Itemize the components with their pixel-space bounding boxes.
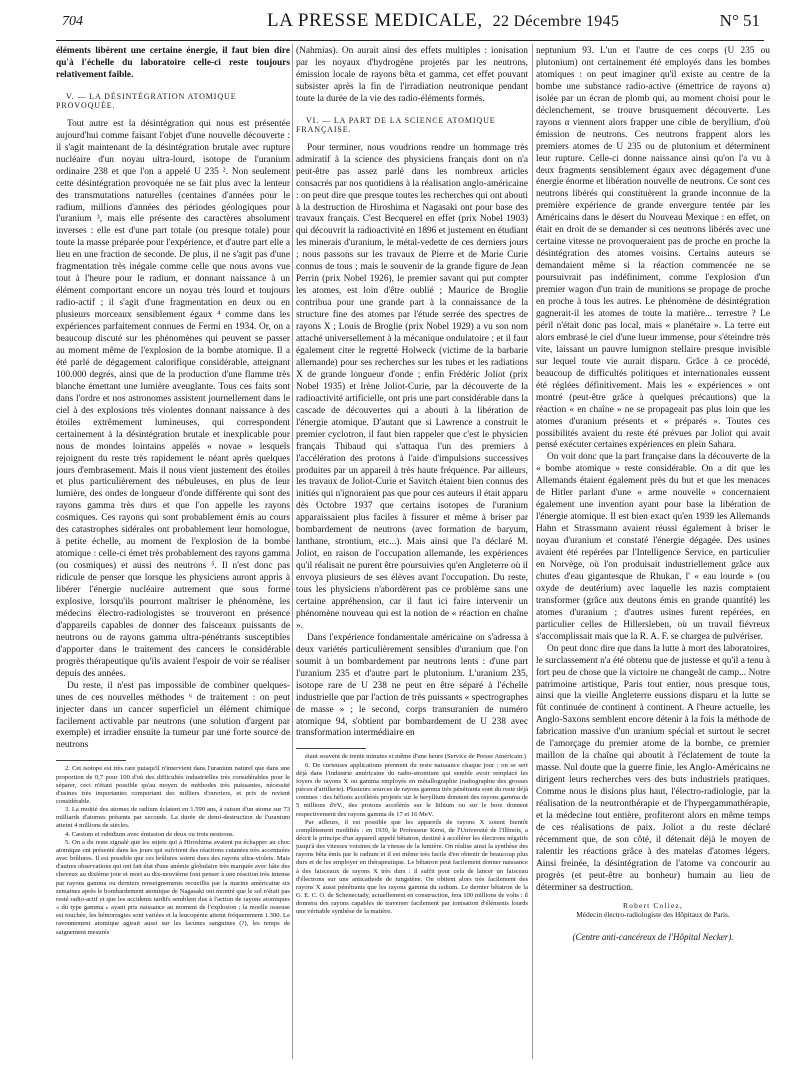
paragraph: Dans l'expérience fondamentale américaine on s'adressa à deux variétés particulièrement sensibles d'uranium que l'on soumit à un bombardement par neutrons lents : d'une part l'uranium 235 et d'autre part le plutonium. L'uranium 235, isotope rare de U 238 ne peut en être séparé à l'échelle industrielle que par l'action de très puissants « spectrographes de masse » ; le second, corps transuranien de numéro atomique 94, s'obtient par bombardement de U 238 avec transformation intermédiaire en	[296, 632, 528, 739]
paragraph: neptunium 93. L'un et l'autre de ces corps (U 235 ou plutonium) ont certainement été employés dans les bombes atomiques : on peut imaginer qu'il existe au centre de la bombe une substance radio-active (émettrice de rayons α) isolée par un écran de plomb qui, au moment choisi pour le déclenchement, se trouve brusquement découverte. Les rayons α viennent alors frapper une cible de beryllium, d'où émission de neutrons. Ces neutrons frappent alors les premiers atomes de U 235 ou de plutonium et déterminent leur rupture. Celle-ci donne naissance ainsi qu'on l'a vu à deux fragments sensiblement égaux avec dégagement d'une énergie énorme et libération nouvelle de neutrons. Ce sont ces neutrons libérés qui constituèrent la grande inconnue de la première expérience de grande envergure tentée par les Américains dans le désert du Nouveau Mexique : en effet, on était en droit de se demander si ces neutrons libérés avec une certaine vitesse ne provoqueraient pas de proche en proche la désintégration des atomes voisins. Certains auteurs se demandaient même si la réaction commencée ne se poursuivrait pas indéfiniment, comme l'explosion d'un premier wagon d'un train de munitions se propage de proche en proche à tous les autres. Le phénomène de désintégration gagnerait-il les atomes de toute la matière... terrestre ? Le péril n'était donc pas local, mais « planétaire ». La terre eut alors embrasé le ciel d'une lueur immense, pour s'éteindre très vite, laissant un pauvre lumignon stellaire presque invisible sur lequel toute vie aurait disparu. Grâce à ce procédé, beaucoup de difficultés politiques et internationales eussent été réglées définitivement. Mais les « expériences » ont montré (peut-être grâce à quelques précautions) que la réaction « en chaîne » ne se propageait pas plus loin que les atomes d'uranium présents et « préparés ». Toutes ces possibilités avaient du reste été prévues par Joliot qui avait pensé exécuter certaines expériences en plein Sahara.	[536, 46, 770, 451]
author-affiliation: Médecin électro-radiologiste des Hôpitaux de Paris.	[576, 910, 730, 920]
journal-title: LA PRESSE MEDICALE,	[267, 10, 483, 31]
section-heading: V. — LA DÉSINTÉGRATION ATOMIQUE PROVOQUÉE.	[56, 91, 237, 110]
author-name: Robert Coliez,	[623, 900, 683, 910]
footnote: 3. La moitié des atomes de radium éclatent en 1.590 ans, à raison d'un atome sur 73 milliards d'atomes présents par seconde. La durée de demi-destruction de l'uranium atteint 4 millions de siècles.	[56, 806, 290, 830]
issue-number: N° 51	[719, 11, 760, 30]
footnote: 6. De curieuses applications prennent du reste naissance chaque jour : on se sert déjà dans l'industrie américaine du radio-strontium qui semble avoir remplacé les foyers de rayons X ou gamma employés en métallographie (radiographie des grosses pièces d'artillerie). Plusieurs sources de rayons gamma très pénétrants sont du reste déjà connues : des hélions accélérés projetés sur le beryllium donnent des rayons gamma de 5 millions d'eV., des protons accélérés sur le lithium ou sur le bore donnent respectivement des rayons gamma de 17 et 16 MeV.	[296, 761, 528, 818]
footnote-rule	[296, 748, 366, 749]
section-heading: VI. — LA PART DE LA SCIENCE ATOMIQUE FRANÇAISE.	[296, 115, 496, 134]
column-1	[56, 46, 290, 937]
footnote: 2. Cet isotope est très rare puisqu'il n'intervient dans l'uranium naturel que dans une proportion de 0,7 pour 100 d'où des difficultés industrielles très considérables pour le séparer, ceci n'étant possible qu'au moyen de méthodes très puissantes, nécessité d'usines très importantes comportant des milliers d'ouvriers, et prix de revient considérable.	[56, 765, 290, 805]
page-header	[62, 10, 760, 38]
issue-date: 22 Décembre 1945	[492, 13, 620, 30]
column-divider	[292, 44, 293, 1059]
paragraph: On peut donc dire que dans la lutte à mort des laboratoires, le surclassement n'a été obtenu que de justesse et qu'il a tenu à fort peu de chose que la victoire ne changeât de camp... Notre patrimoine artistique, Paris tout entier, nous presque tous, ainsi que la vieille Angleterre eussions disparu et la lutte se fût continuée de continent à continent. A l'heure actuelle, les Anglo-Saxons semblent encore détenir à la fois la méthode de fabrication massive d'un uranium spécial et surtout le secret de l'amorçage du premier atome de la bombe, ce premier maillon de la chaîne qui aboutit à l'éclatement de toute la masse. Nul doute que la guerre finie, les Anglo-Américains ne dirigent leurs recherches vers des buts industriels pratiques. Comme nous le disions plus haut, l'électro-radiologie, par la réalisation de la neutronthérapie et de l'hypergammathérapie, et la médecine tout entière, profiteront alors en même temps de ces réalisations de paix. Joliot a du reste déclaré récemment que, de son côté, il détenait déjà le moyen de ralentir les réactions grâce à des matelas d'atomes légers. Ainsi freinée, la désintégration de l'atome va concourir au progrès (et peut-être au bonheur) humain au lieu de déterminer sa destruction.	[536, 643, 770, 893]
column-divider	[532, 44, 533, 1059]
paragraph: Du reste, il n'est pas impossible de combiner quelques-unes de ces nouvelles méthodes ⁶ de traitement : on peut injecter dans un cancer superficiel un élément chimique facilement activable par neutrons (une solution d'argent par exemple) et irradier ensuite la tumeur par une forte source de neutrons	[56, 680, 290, 751]
paragraph: Pour terminer, nous voudrions rendre un hommage très admiratif à la science des physiciens français dont on n'a peut-être pas assez parlé dans les nombreux articles consacrés par nos quotidiens à la réalisation anglo-américaine : on peut dire que presque toutes les recherches qui ont abouti à la destruction de Hiroshima et Nagasaki ont pour base des travaux français. C'est Becquerel en effet (prix Nobel 1903) qui découvrit la radioactivité en 1896 et justement en étudiant les minerais d'uranium, le métal-vedette de ces derniers jours ; nous passons sur les travaux de Pierre et de Marie Curie connus de tous ; mais le souvenir de la grande figure de Jean Perrin (prix Nobel 1926), le premier savant qui put compter les atomes, est loin d'être oublié ; Maurice de Broglie contribua pour une grande part à la connaissance de la structure fine des atomes par l'étude serrée des spectres de rayons X ; Louis de Broglie (prix Nobel 1929) a vu son nom attaché universellement à la mécanique ondulatoire ; et il faut également citer le regretté Holweck (victime de la barbarie allemande) pour ses recherches sur les tubes et les radiations X de grande longueur d'onde ; enfin Frédéric Joliot (prix Nobel 1935) et Irène Joliot-Curie, par la découverte de la radioactivité artificielle, ont pris une part considérable dans la cascade de découvertes qui a abouti à la libération de l'énergie atomique. D'autant que si Lawrence a construit le premier cyclotron, il faut bien rappeler que c'est le physicien français Thibaud qui s'attaqua l'un des premiers à l'accélération des protons à l'aide d'impulsions successives produites par un appareil à très haute fréquence. Par ailleurs, les travaux de Joliot-Curie et Savitch étaient bien connus des initiés qui n'ignoraient pas que pour ces auteurs il était apparu dès Octobre 1937 que certains isotopes de l'uranium apparaissaient plus faciles à fissurer et même à briser par bombardement de neutrons (avec formation de baryum, lanthane, strontium, etc...). Mais ainsi que l'a déclaré M. Joliot, en raison de l'occupation allemande, les expériences qu'il réalisait ne purent être poursuivies qu'en Angleterre où il envoya plusieurs de ses élèves avant l'occupation. Du reste, tous les physiciens n'abordèrent pas ce problème sans une certaine appréhension, car il faut ici faire intervenir un phénomène nouveau qui est la notion de « réaction en chaîne ».	[296, 142, 528, 631]
paragraph: Tout autre est la désintégration qui nous est présentée aujourd'hui comme faisant l'objet d'une nouvelle découverte : il s'agit maintenant de la désintégration brutale avec rupture nucléaire d'un noyau ultra-lourd, isotope de l'uranium ordinaire 238 et que l'on a appelé U 235 ². Non seulement cette désintégration provoquée ne se fait plus avec la lenteur des transmutations naturelles (centaines d'années pour le radium, millions d'années des périodes géologiques pour l'uranium ³, mais elle présente des caractères absolument inverses : elle est d'une part totale (ou presque totale) pour toute la masse préparée pour l'expérience, et d'autre part elle a lieu en une fraction de seconde. De plus, il ne s'agit pas d'une fragmentation très inégale comme celle que nous avons vue tout à l'heure pour le radium, et donnant naissance à un élément comportant encore un noyau très lourd et toujours radio-actif ; il s'agit d'une fragmentation en deux ou en plusieurs morceaux sensiblement égaux ⁴ comme dans les expériences parfaitement connues de Fermi en 1934. Or, on a beaucoup discuté sur les phénomènes qui peuvent se passer au moment même de l'explosion de la bombe atomique. Il a été parlé de dégagement calorifique considérable, atteignant 100.000 degrés, ainsi que de la production d'une flamme très blanche émettant une lumière aveuglante. Tous ces faits sont dans l'ordre et nos astronomes assistent journellement dans le ciel à des explosions très violentes donnant naissance à des étoiles extrêmement lumineuses, qui correspondent certainement à la désintégration brutale et inexplicable pour nous de mondes lointains appelés « novae » lesquels rejoignent du reste très rapidement le néant après quelques jours d'embrasement. Mais il nous vient justement des étoiles et plus particulièrement des nébuleuses, en plus de leur lumière, des ondes de longueur d'onde différente qui sont des rayons gamma très durs et que l'on appelle les rayons cosmiques. Ces rayons qui sont probablement émis au cours des catastrophes sidérales ont probablement leur homologue, à petite échelle, au moment de l'explosion de la bombe atomique : celle-ci émet très probablement des rayons gamma (ou cosmiques) et aussi des neutrons ⁵. Il n'est donc pas ridicule de penser que lorsque les physiciens auront appris à libérer l'énergie nucléaire autrement que sous forme explosive, lorsqu'ils pourront maîtriser le phénomène, les médecins électro-radiologistes se trouveront en présence d'appareils capables de donner des faisceaux puissants de neutrons ou de rayons gamma ultra-pénétrants susceptibles d'apporter dans le traitement des cancers le considérable progrès thérapeutique qu'ils avaient l'espoir de voir se réaliser depuis des années.	[56, 118, 290, 679]
footnote: 5. On a du reste signalé que les sujets qui à Hiroshima avaient pu échapper au choc atomique ont présenté dans les jours qui suivirent des réactions cutanées très accentuées avec brûlures. Il est possible que ces brûlures soient dues des rayons ultra-violets. Mais d'autres observations qui ont fait état d'une anémie globulaire très marquée avec hâte des cheveux au dixième jour et mort au dix-neuvième font penser à une réaction très intense par rayons gamma ou derniers renseignements recueillis par la marine américaine six semaines après le bombardement atomique de Nagasaki ont montré que le sol n'était pas resté radio-actif et que les accidents tardifs semblent dus à l'action de rayons atomiques « du type gamma » ayant pris naissance au moment de l'explosion ; la moelle osseuse est touchée, les hémorragies sont variées et la leucopénie atteint fréquemment 1.300. Le ravonnement atomique agirait aussi sur les lacunes sanguines (?), les temps de saignement mesurés	[56, 838, 290, 936]
paragraph: éléments libèrent une certaine énergie, il faut bien dire qu'à l'échelle du laboratoire celle-ci reste toujours relativement faible.	[56, 46, 290, 80]
paragraph: (Nahmias). On aurait ainsi des effets multiples : ionisation par les noyaux d'hydrogène projetés par les neutrons, émission locale de rayons bêta et gamma, cet effet pouvant subsister après la fin de l'irradiation neutronique pendant toute la durée de la vie des radio-éléments formés.	[296, 46, 528, 104]
column-3	[536, 46, 770, 944]
journal-title-line	[267, 10, 619, 32]
header-rule	[56, 40, 764, 41]
footnote-rule	[56, 760, 126, 761]
article-footer: (Centre anti-cancéreux de l'Hôpital Necker).	[572, 931, 734, 942]
footnote: Par ailleurs, il est possible que les appareils de rayons X soient bientôt complètement modifiés : en 1939, le Professeur Kerst, de l'Université de l'Illinois, a décrit le principe d'un appareil appelé bêtatron, destiné à accélérer les électrons négatifs jusqu'à des vitesses voisines de la vitesse de la lumière. On réalise ainsi la synthèse des rayons bêta émis par le radium et il est même très facile d'en obtenir de beaucoup plus durs et de les employer en thérapeutique. Le bêtatron peut facilement donner naissance à des faisceaux de rayons X très durs : il suffit pour cela de lancer un faisceau d'électrons sur une anticathode de tungstène. On obtient alors très facilement des rayons X aussi pénétrants que les rayons gamma du radium. Le dernier bêtatron de la G. E. C. O. de Schenectady, actuellement en construction, fera 100 millions de volts : il donnera des rayons capables de traverser facilement par ionisation d'éléments lourds une véritable synthèse de la matière.	[296, 818, 528, 916]
footnote: 4. Cæsium et rubidium avec émission de deux ou trois neutrons.	[65, 830, 235, 838]
paragraph: On voit donc que la part française dans la découverte de la « bombe atomique » reste considérable. On a dit que les Allemands étaient également près du but et que les menaces de Hitler parlant d'une « arme nouvelle » concernaient également une invention ayant pour base la libération de l'énergie atomique. Il est bien exact qu'en 1939 les Allemands Hahn et Strassmann avaient réussi également à briser le noyau d'uranium et constaté l'énergie dégagée. Des usines avaient été repérées par l'Intelligence Service, en particulier en Norvège, où l'on produisait industriellement grâce aux chutes d'eau gigantesque de Rhukan, l' « eau lourde » (ou oxyde de deutérium) avec laquelle les nazis comptaient transformer (grâce aux deutons émis en grande quantité) les atomes d'uranium ; d'autres usines furent repérées, en particulier celles de Hillersleben, où un travail fiévreux s'accomplissait mais que la R. A. F. se chargea de pulvériser.	[536, 452, 770, 642]
page-number: 704	[62, 14, 83, 29]
footnote: étant souvent de trente minutes et même d'une heure (Service de Presse Américain.)	[305, 753, 527, 761]
column-2	[296, 46, 528, 917]
